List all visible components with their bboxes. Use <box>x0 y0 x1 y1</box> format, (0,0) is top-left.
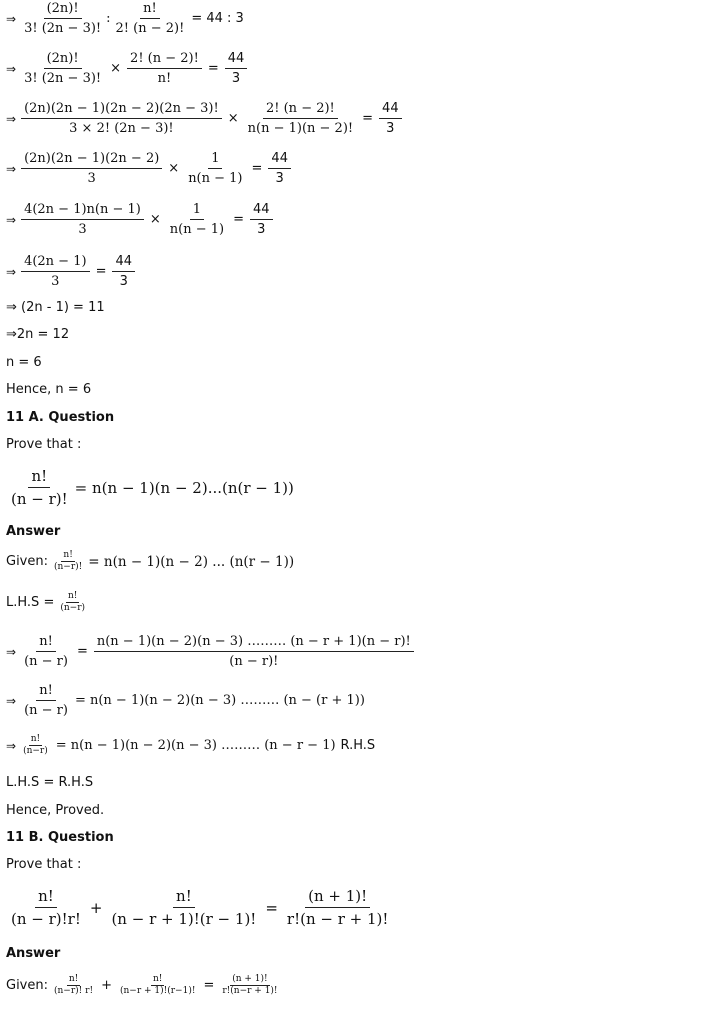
implies-arrow: ⇒ <box>6 11 17 26</box>
equation-step-9: n = 6 <box>6 355 42 370</box>
result-line: Hence, n = 6 <box>6 382 92 397</box>
fraction: $\frac{n!}{2! (n - 2)!}$ <box>115 1 185 36</box>
fraction: $\frac{44}{3}$ <box>225 50 248 87</box>
working-step-1: ⇒ $\frac{n!}{(n - r)}$ = $\frac{n(n - 1)(n - 2)(n - 3) \dots\dots\dots (n - r + 1)(n - r)!}{(n - r)!}$ <box>6 633 416 670</box>
fraction: $\frac{n!}{(n-r)! r!}$ <box>54 974 94 996</box>
question-heading-11b: 11 B. Question <box>6 830 114 845</box>
fraction: $\frac{1}{n(n - 1)}$ <box>188 151 243 186</box>
equation-step-3: ⇒ $\frac{(2n)(2n - 1)(2n - 2)(2n - 3)!}{3 \times 2! (2n - 3)!}$ × $\frac{2! (n - 2)!}{n(n - 1)(n - 2)!}$ = $\frac{44}{3}$ <box>6 100 404 137</box>
fraction: $\frac{n!}{(n-r + 1)!(r-1)!}$ <box>119 974 196 996</box>
working-step-2: ⇒ $\frac{n!}{(n - r)}$ = n(n − 1)(n − 2)(n − 3) ……… (n − (r + 1)) <box>6 683 365 718</box>
fraction: $\frac{(2n)!}{3! (2n - 3)!}$ <box>24 1 102 36</box>
fraction: $\frac{4(2n - 1)n(n - 1)}{3}$ <box>21 201 144 238</box>
fraction: $\frac{44}{3}$ <box>268 150 291 187</box>
equation-step-2: ⇒ $\frac{(2n)!}{3! (2n - 3)!}$ × $\frac{2! (n - 2)!}{n!}$ = $\frac{44}{3}$ <box>6 50 249 87</box>
equation-step-7: ⇒ (2n - 1) = 11 <box>6 300 105 315</box>
fraction: $\frac{n!}{(n-r)}$ <box>60 591 86 613</box>
question-prompt: Prove that : <box>6 437 82 452</box>
fraction: $\frac{n!}{(n - r)}$ <box>24 683 68 718</box>
given-line-11b: Given: $\frac{n!}{(n-r)! r!}$ + $\frac{n!}{(n-r + 1)!(r-1)!}$ = $\frac{(n + 1)!}{r!(n-r + 1)!}$ <box>6 974 278 996</box>
fraction: $\frac{(n + 1)!}{r!(n-r + 1)!}$ <box>222 974 278 996</box>
answer-label: Answer <box>6 524 61 539</box>
fraction: $\frac{1}{n(n - 1)}$ <box>169 202 225 237</box>
fraction: $\frac{4(2n - 1)}{3}$ <box>21 253 90 290</box>
given-line-11a: Given: $\frac{n!}{(n-r)!}$ = n(n − 1)(n − 2) ... (n(r − 1)) <box>6 550 295 572</box>
fraction: $\frac{n!}{(n - r)}$ <box>24 634 68 669</box>
fraction: $\frac{n!}{(n - r + 1)!(r - 1)!}$ <box>111 887 257 928</box>
fraction: $\frac{n(n - 1)(n - 2)(n - 3) \dots\dots\dots (n - r + 1)(n - r)!}{(n - r)!}$ <box>94 633 414 670</box>
equation-step-4: ⇒ $\frac{(2n)(2n - 1)(2n - 2)}{3}$ × $\frac{1}{n(n - 1)}$ = $\frac{44}{3}$ <box>6 150 293 187</box>
question-statement-11a: $\frac{n!}{(n - r)!}$ = n(n − 1)(n − 2)...(n(r − 1)) <box>6 466 294 509</box>
equation-step-6: ⇒ $\frac{4(2n - 1)}{3}$ = $\frac{44}{3}$ <box>6 253 137 290</box>
fraction: $\frac{44}{3}$ <box>250 201 273 238</box>
conclusion-line: L.H.S = R.H.S <box>6 775 94 790</box>
fraction: $\frac{n!}{(n - r)!r!}$ <box>11 887 81 928</box>
fraction: $\frac{44}{3}$ <box>379 100 402 137</box>
fraction: $\frac{(n + 1)!}{r!(n - r + 1)!}$ <box>286 887 389 928</box>
proved-line: Hence, Proved. <box>6 803 105 818</box>
question-statement-11b: $\frac{n!}{(n - r)!r!}$ + $\frac{n!}{(n - r + 1)!(r - 1)!}$ = $\frac{(n + 1)!}{r!(n - r + 1)!}$ <box>6 886 393 929</box>
fraction: $\frac{44}{3}$ <box>112 253 135 290</box>
fraction: $\frac{(2n)(2n - 1)(2n - 2)}{3}$ <box>21 150 162 187</box>
equation-step-1: ⇒ $\frac{(2n)!}{3! (2n - 3)!}$ : $\frac{n!}{2! (n - 2)!}$ = 44 : 3 <box>6 1 244 36</box>
fraction: $\frac{(2n)(2n - 1)(2n - 2)(2n - 3)!}{3 \times 2! (2n - 3)!}$ <box>21 100 222 137</box>
question-prompt: Prove that : <box>6 857 82 872</box>
fraction: $\frac{n!}{(n - r)!}$ <box>11 467 68 508</box>
fraction: $\frac{n!}{(n-r)!}$ <box>54 550 83 572</box>
question-heading-11a: 11 A. Question <box>6 410 115 425</box>
answer-label: Answer <box>6 946 61 961</box>
fraction: $\frac{(2n)!}{3! (2n - 3)!}$ <box>24 51 102 86</box>
fraction: $\frac{2! (n - 2)!}{n(n - 1)(n - 2)!}$ <box>247 101 354 136</box>
fraction: $\frac{n!}{(n-r)}$ <box>23 734 48 756</box>
equation-step-5: ⇒ $\frac{4(2n - 1)n(n - 1)}{3}$ × $\frac{1}{n(n - 1)}$ = $\frac{44}{3}$ <box>6 201 275 238</box>
lhs-definition: L.H.S = $\frac{n!}{(n-r)}$ <box>6 591 86 613</box>
working-step-3: ⇒ $\frac{n!}{(n-r)}$ = n(n − 1)(n − 2)(n − 3) ……… (n − r − 1) R.H.S <box>6 734 376 756</box>
fraction: $\frac{2! (n - 2)!}{n!}$ <box>127 50 202 87</box>
equation-step-8: ⇒2n = 12 <box>6 327 70 342</box>
